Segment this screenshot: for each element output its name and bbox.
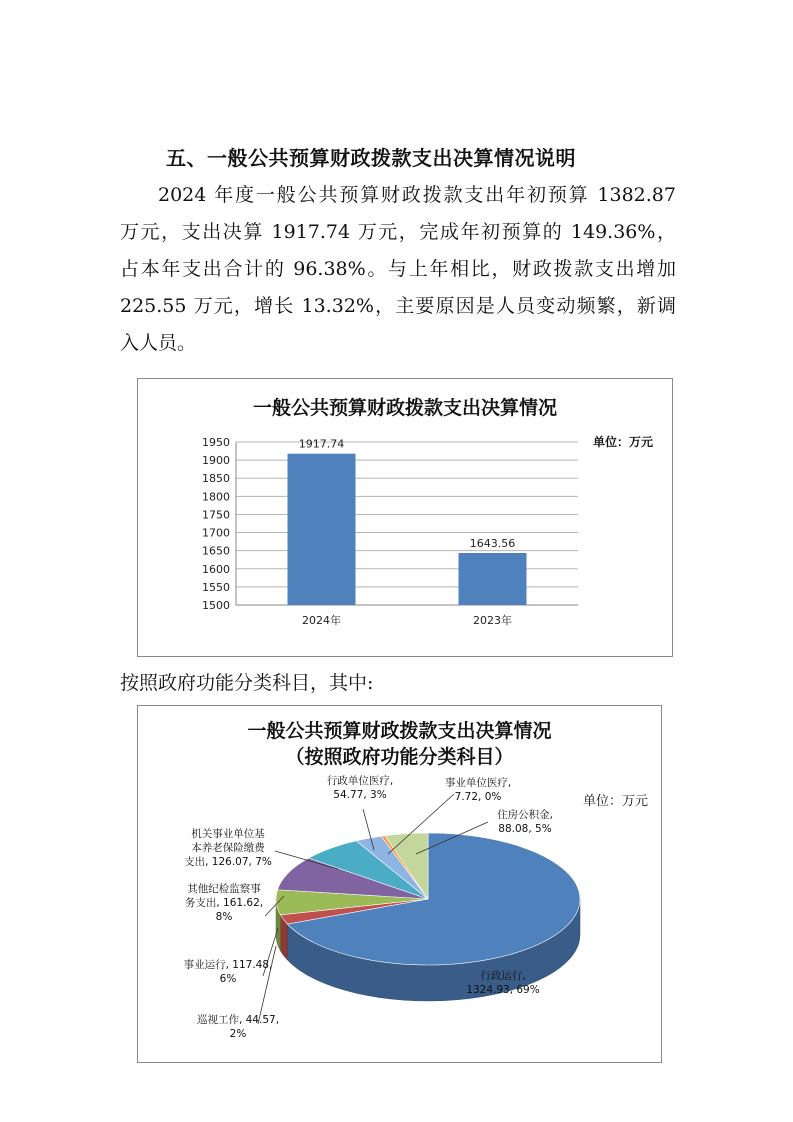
y-tick-label: 1850	[202, 472, 230, 486]
y-tick-label: 1550	[202, 580, 230, 594]
bar	[288, 454, 356, 605]
bar-chart-title: 一般公共预算财政拨款支出决算情况	[252, 397, 557, 419]
x-tick-label: 2024年	[302, 614, 341, 627]
data-label: 1917.74	[298, 437, 345, 451]
pie-data-label	[497, 808, 553, 835]
y-tick-label: 1600	[202, 562, 230, 576]
paragraph-line: 入人员。	[120, 332, 197, 354]
pie-chart-unit: 单位：万元	[583, 794, 649, 809]
paragraph-line: 2024 年度一般公共预算财政拨款支出年初预算 1382.87	[158, 184, 676, 206]
leader-line	[258, 946, 276, 1024]
paragraph-line: 占本年支出合计的 96.38%。与上年相比，财政拨款支出增加	[120, 258, 676, 280]
paragraph-line: 225.55 万元，增长 13.32%，主要原因是人员变动频繁，新调	[120, 295, 676, 317]
pie-data-label	[184, 958, 273, 985]
pie-data-label	[445, 776, 511, 803]
pie-data-label-line: 住房公积金,	[497, 809, 553, 821]
bar-chart-unit: 单位：万元	[593, 435, 654, 449]
bar	[459, 553, 527, 605]
pie-data-label	[197, 1013, 279, 1040]
pie-data-label-line: 行政运行,	[480, 970, 526, 982]
pie-data-label-line: 88.08, 5%	[498, 823, 552, 835]
bar-chart-plot	[138, 379, 672, 656]
pie-data-label-line: 本养老保险缴费	[191, 842, 265, 854]
pie-data-label-line: 2%	[229, 1028, 247, 1040]
pie-data-label-line: 事业单位医疗,	[444, 777, 512, 789]
y-tick-label: 1750	[202, 508, 230, 522]
pie-data-label-line: 事业运行, 117.48,	[183, 959, 273, 971]
pie-data-label-line: 54.77, 3%	[333, 789, 387, 801]
pie-data-label	[184, 827, 272, 868]
pie-chart-plot	[138, 706, 661, 1062]
y-tick-label: 1800	[202, 490, 230, 504]
y-tick-label: 1700	[202, 526, 230, 540]
bar-chart	[137, 378, 673, 657]
pie-data-label-line: 行政单位医疗,	[326, 775, 394, 787]
pie-data-label-line: 7.72, 0%	[454, 791, 502, 803]
subheading: 按照政府功能分类科目，其中:	[120, 672, 374, 694]
pie-data-label-line: 巡视工作, 44.57,	[196, 1014, 280, 1026]
pie-chart-subtitle: （按照政府功能分类科目）	[285, 746, 514, 768]
pie-data-label-line: 其他纪检监察事	[187, 883, 261, 895]
y-tick-label: 1900	[202, 454, 230, 468]
data-label: 1643.56	[469, 536, 516, 550]
section-heading: 五、一般公共预算财政拨款支出决算情况说明	[166, 146, 576, 170]
pie-data-label-line: 1324.93, 69%	[466, 984, 540, 996]
x-tick-label: 2023年	[473, 614, 512, 627]
paragraph-line: 万元，支出决算 1917.74 万元，完成年初预算的 149.36%，	[120, 221, 676, 243]
pie-data-label-line: 务支出, 161.62,	[184, 897, 264, 909]
body-paragraph	[120, 177, 676, 362]
pie-data-label	[185, 882, 263, 923]
pie-data-label-line: 机关事业单位基	[191, 828, 265, 840]
pie-chart-title: 一般公共预算财政拨款支出决算情况	[247, 720, 552, 742]
pie-data-label-line: 支出, 126.07, 7%	[184, 856, 272, 868]
pie-data-label	[327, 774, 393, 801]
y-tick-label: 1950	[202, 436, 230, 449]
pie-chart	[137, 705, 662, 1063]
y-tick-label: 1500	[202, 599, 230, 612]
y-tick-label: 1650	[202, 544, 230, 558]
pie-data-label-line: 6%	[219, 973, 237, 985]
pie-data-label-line: 8%	[215, 911, 233, 923]
